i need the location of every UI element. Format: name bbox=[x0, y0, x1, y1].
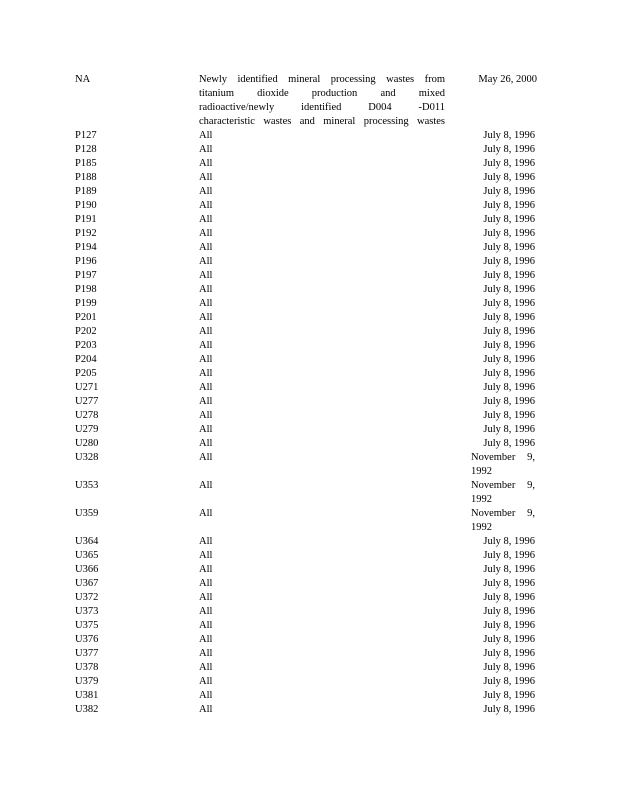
table-row bbox=[75, 563, 545, 577]
waste-code: U379 bbox=[75, 676, 99, 687]
waste-code: P191 bbox=[75, 214, 97, 225]
description-line: Newly identified mineral processing wastes from bbox=[199, 74, 445, 85]
table-row bbox=[75, 213, 545, 227]
waste-description: All bbox=[199, 508, 213, 519]
waste-description: All bbox=[199, 606, 213, 617]
table-row bbox=[75, 283, 545, 297]
table-row bbox=[75, 605, 545, 619]
waste-description: All bbox=[199, 648, 213, 659]
table-row bbox=[75, 437, 545, 451]
description-line: titanium dioxide production and mixed bbox=[199, 88, 445, 99]
effective-date: July 8, 1996 bbox=[483, 536, 535, 547]
effective-date: July 8, 1996 bbox=[483, 578, 535, 589]
waste-description: All bbox=[199, 284, 213, 295]
table-row bbox=[75, 185, 545, 199]
waste-code: U382 bbox=[75, 704, 99, 715]
waste-description: All bbox=[199, 368, 213, 379]
effective-date: July 8, 1996 bbox=[483, 606, 535, 617]
waste-description: All bbox=[199, 340, 213, 351]
waste-description: All bbox=[199, 200, 213, 211]
waste-description: All bbox=[199, 536, 213, 547]
effective-date: July 8, 1996 bbox=[483, 620, 535, 631]
effective-date: July 8, 1996 bbox=[483, 340, 535, 351]
effective-date: July 8, 1996 bbox=[483, 130, 535, 141]
effective-date: July 8, 1996 bbox=[483, 564, 535, 575]
waste-code: U377 bbox=[75, 648, 99, 659]
table-row bbox=[75, 591, 545, 605]
waste-description: All bbox=[199, 158, 213, 169]
waste-description: All bbox=[199, 382, 213, 393]
table-row bbox=[75, 675, 545, 689]
table-row bbox=[75, 703, 545, 717]
effective-date: May 26, 2000 bbox=[478, 74, 537, 85]
effective-date: July 8, 1996 bbox=[483, 270, 535, 281]
table-row bbox=[75, 423, 545, 437]
effective-date bbox=[471, 479, 535, 507]
table-row bbox=[75, 395, 545, 409]
table-row bbox=[75, 647, 545, 661]
effective-date: July 8, 1996 bbox=[483, 298, 535, 309]
waste-description: All bbox=[199, 130, 213, 141]
table-row bbox=[75, 73, 545, 129]
effective-date: July 8, 1996 bbox=[483, 158, 535, 169]
waste-description: All bbox=[199, 662, 213, 673]
table-row bbox=[75, 661, 545, 675]
waste-description: All bbox=[199, 438, 213, 449]
waste-code: U353 bbox=[75, 480, 99, 491]
waste-code: U375 bbox=[75, 620, 99, 631]
table-row bbox=[75, 535, 545, 549]
waste-description: All bbox=[199, 480, 213, 491]
table-row bbox=[75, 269, 545, 283]
waste-description: All bbox=[199, 298, 213, 309]
waste-code: U376 bbox=[75, 634, 99, 645]
table-row bbox=[75, 143, 545, 157]
waste-code: U278 bbox=[75, 410, 99, 421]
effective-date: July 8, 1996 bbox=[483, 676, 535, 687]
waste-description: All bbox=[199, 326, 213, 337]
waste-code: P197 bbox=[75, 270, 97, 281]
table-row bbox=[75, 549, 545, 563]
table-row bbox=[75, 451, 545, 479]
waste-description: All bbox=[199, 592, 213, 603]
table-row bbox=[75, 157, 545, 171]
waste-code: P198 bbox=[75, 284, 97, 295]
date-line: 1992 bbox=[471, 466, 492, 477]
effective-date: July 8, 1996 bbox=[483, 396, 535, 407]
date-line: November 9, bbox=[471, 452, 535, 463]
table-row bbox=[75, 367, 545, 381]
table-row bbox=[75, 255, 545, 269]
table-row bbox=[75, 325, 545, 339]
waste-code: P202 bbox=[75, 326, 97, 337]
effective-date: July 8, 1996 bbox=[483, 214, 535, 225]
waste-description bbox=[199, 73, 445, 129]
table-row bbox=[75, 409, 545, 423]
effective-date: July 8, 1996 bbox=[483, 648, 535, 659]
waste-description: All bbox=[199, 690, 213, 701]
waste-code: U381 bbox=[75, 690, 99, 701]
effective-date: July 8, 1996 bbox=[483, 312, 535, 323]
waste-code: U280 bbox=[75, 438, 99, 449]
waste-code: P127 bbox=[75, 130, 97, 141]
effective-date: July 8, 1996 bbox=[483, 382, 535, 393]
waste-description: All bbox=[199, 634, 213, 645]
waste-code: P199 bbox=[75, 298, 97, 309]
waste-description: All bbox=[199, 550, 213, 561]
waste-code: P194 bbox=[75, 242, 97, 253]
date-line: 1992 bbox=[471, 522, 492, 533]
date-line: November 9, bbox=[471, 480, 535, 491]
waste-description: All bbox=[199, 270, 213, 281]
table-row bbox=[75, 689, 545, 703]
waste-code: U277 bbox=[75, 396, 99, 407]
waste-code: P205 bbox=[75, 368, 97, 379]
waste-description: All bbox=[199, 144, 213, 155]
waste-code: P204 bbox=[75, 354, 97, 365]
waste-code: P196 bbox=[75, 256, 97, 267]
description-line: radioactive/newly identified D004 -D011 bbox=[199, 102, 445, 113]
table-row bbox=[75, 633, 545, 647]
waste-code-table bbox=[75, 73, 545, 717]
waste-code: U271 bbox=[75, 382, 99, 393]
waste-code: P189 bbox=[75, 186, 97, 197]
effective-date: July 8, 1996 bbox=[483, 200, 535, 211]
waste-description: All bbox=[199, 214, 213, 225]
effective-date: July 8, 1996 bbox=[483, 368, 535, 379]
description-line: characteristic wastes and mineral processing wastes bbox=[199, 116, 445, 127]
effective-date bbox=[471, 451, 535, 479]
table-row bbox=[75, 297, 545, 311]
effective-date: July 8, 1996 bbox=[483, 284, 535, 295]
waste-description: All bbox=[199, 410, 213, 421]
waste-description: All bbox=[199, 564, 213, 575]
effective-date: July 8, 1996 bbox=[483, 228, 535, 239]
table-row bbox=[75, 311, 545, 325]
effective-date: July 8, 1996 bbox=[483, 242, 535, 253]
waste-code: P201 bbox=[75, 312, 97, 323]
waste-code: U372 bbox=[75, 592, 99, 603]
waste-description: All bbox=[199, 354, 213, 365]
waste-description: All bbox=[199, 256, 213, 267]
table-row bbox=[75, 129, 545, 143]
table-row bbox=[75, 479, 545, 507]
table-row bbox=[75, 227, 545, 241]
waste-code: U279 bbox=[75, 424, 99, 435]
effective-date: July 8, 1996 bbox=[483, 424, 535, 435]
waste-code: P185 bbox=[75, 158, 97, 169]
effective-date: July 8, 1996 bbox=[483, 172, 535, 183]
date-line: 1992 bbox=[471, 494, 492, 505]
waste-code: P188 bbox=[75, 172, 97, 183]
waste-code: P192 bbox=[75, 228, 97, 239]
effective-date: July 8, 1996 bbox=[483, 690, 535, 701]
waste-code: U359 bbox=[75, 508, 99, 519]
waste-description: All bbox=[199, 172, 213, 183]
table-row bbox=[75, 339, 545, 353]
effective-date: July 8, 1996 bbox=[483, 592, 535, 603]
waste-code: U366 bbox=[75, 564, 99, 575]
waste-code: U367 bbox=[75, 578, 99, 589]
effective-date: July 8, 1996 bbox=[483, 144, 535, 155]
waste-code: U328 bbox=[75, 452, 99, 463]
effective-date: July 8, 1996 bbox=[483, 410, 535, 421]
waste-description: All bbox=[199, 312, 213, 323]
waste-code: U364 bbox=[75, 536, 99, 547]
table-row bbox=[75, 199, 545, 213]
effective-date bbox=[471, 507, 535, 535]
effective-date: July 8, 1996 bbox=[483, 326, 535, 337]
waste-code: P190 bbox=[75, 200, 97, 211]
waste-description: All bbox=[199, 424, 213, 435]
effective-date: July 8, 1996 bbox=[483, 256, 535, 267]
table-row bbox=[75, 353, 545, 367]
waste-description: All bbox=[199, 578, 213, 589]
waste-description: All bbox=[199, 186, 213, 197]
waste-code: U378 bbox=[75, 662, 99, 673]
effective-date: July 8, 1996 bbox=[483, 704, 535, 715]
effective-date: July 8, 1996 bbox=[483, 186, 535, 197]
waste-description: All bbox=[199, 676, 213, 687]
table-row bbox=[75, 619, 545, 633]
table-row bbox=[75, 241, 545, 255]
table-row bbox=[75, 171, 545, 185]
table-row bbox=[75, 381, 545, 395]
date-line: November 9, bbox=[471, 508, 535, 519]
effective-date: July 8, 1996 bbox=[483, 438, 535, 449]
waste-code: U373 bbox=[75, 606, 99, 617]
waste-code: P203 bbox=[75, 340, 97, 351]
effective-date: July 8, 1996 bbox=[483, 662, 535, 673]
effective-date: July 8, 1996 bbox=[483, 550, 535, 561]
waste-description: All bbox=[199, 242, 213, 253]
table-row bbox=[75, 577, 545, 591]
waste-description: All bbox=[199, 620, 213, 631]
waste-description: All bbox=[199, 228, 213, 239]
waste-code: U365 bbox=[75, 550, 99, 561]
table-row bbox=[75, 507, 545, 535]
effective-date: July 8, 1996 bbox=[483, 354, 535, 365]
waste-code: P128 bbox=[75, 144, 97, 155]
waste-description: All bbox=[199, 704, 213, 715]
effective-date: July 8, 1996 bbox=[483, 634, 535, 645]
waste-description: All bbox=[199, 452, 213, 463]
waste-code: NA bbox=[75, 74, 91, 85]
waste-description: All bbox=[199, 396, 213, 407]
